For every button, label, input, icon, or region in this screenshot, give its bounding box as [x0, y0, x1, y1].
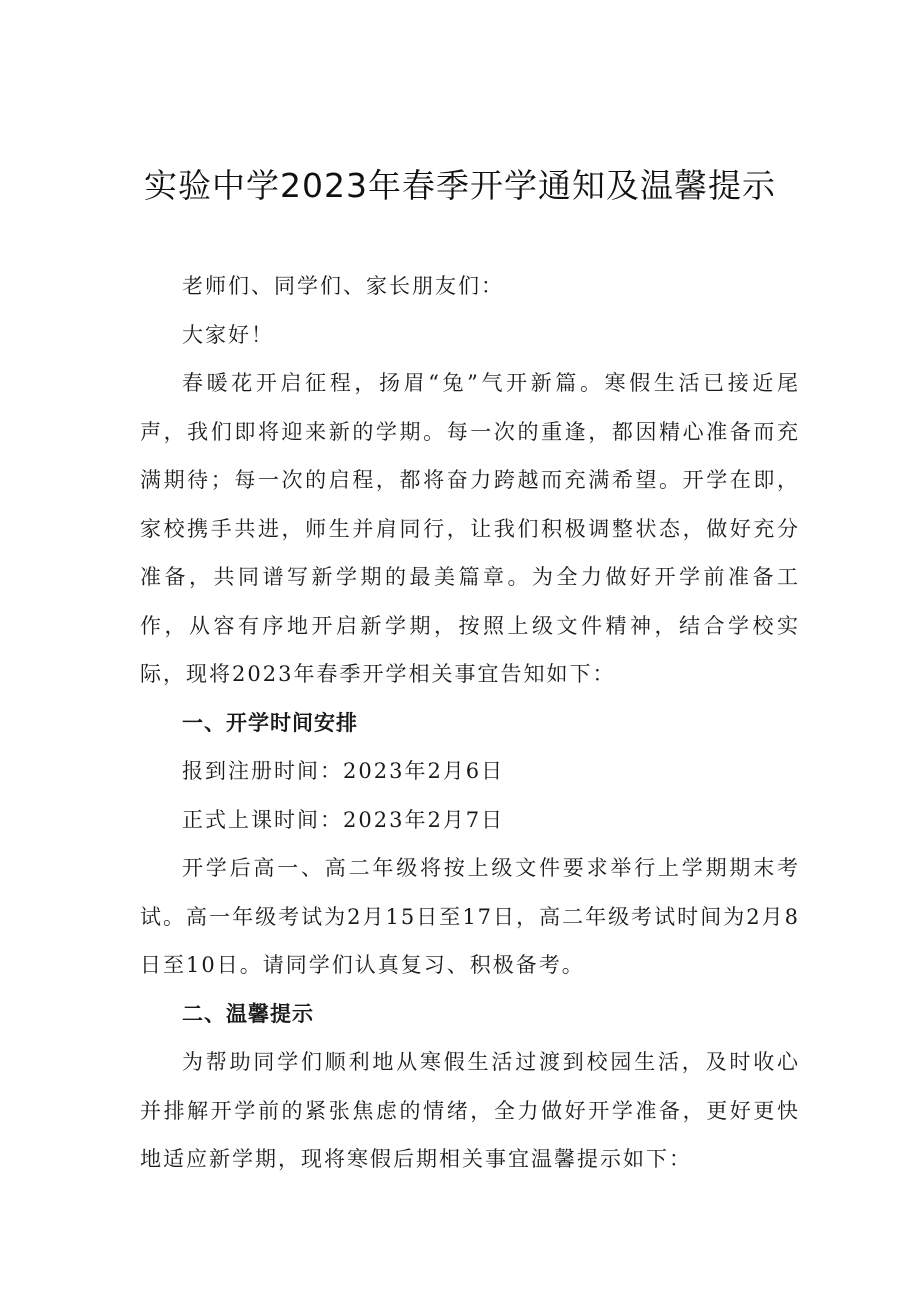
exam-paragraph: 开学后高一、高二年级将按上级文件要求举行上学期期末考试。高一年级考试为2月15日至17日，高二年级考试时间为2月8日至10日。请同学们认真复习、积极备考。 — [140, 856, 800, 977]
classes-start-time: 正式上课时间：2023年2月7日 — [182, 807, 505, 832]
intro-paragraph: 春暖花开启征程，扬眉“兔”气开新篇。寒假生活已接近尾声，我们即将迎来新的学期。每一次的重逢，都因精心准备而充满期待；每一次的启程，都将奋力跨越而充满希望。开学在即，家校携手共进，师生并肩同行，让我们积极调整状态，做好充分准备，共同谱写新学期的最美篇章。为全力做好开学前准备工作，从容有序地开启新学期，按照上级文件精神，结合学校实际，现将2023年春季开学相关事宜告知如下： — [140, 371, 800, 686]
tips-intro-paragraph: 为帮助同学们顺利地从寒假生活过渡到校园生活，及时收心并排解开学前的紧张焦虑的情绪，全力做好开学准备，更好更快地适应新学期，现将寒假后期相关事宜温馨提示如下： — [140, 1050, 800, 1171]
document-body — [140, 262, 800, 1184]
section-heading-schedule: 一、开学时间安排 — [182, 710, 358, 735]
greeting: 老师们、同学们、家长朋友们： — [182, 274, 504, 298]
salutation: 大家好！ — [182, 322, 274, 347]
section-heading-tips: 二、温馨提示 — [182, 1001, 314, 1026]
document-title: 实验中学2023年春季开学通知及温馨提示 — [144, 166, 776, 205]
registration-time: 报到注册时间：2023年2月6日 — [182, 759, 505, 783]
